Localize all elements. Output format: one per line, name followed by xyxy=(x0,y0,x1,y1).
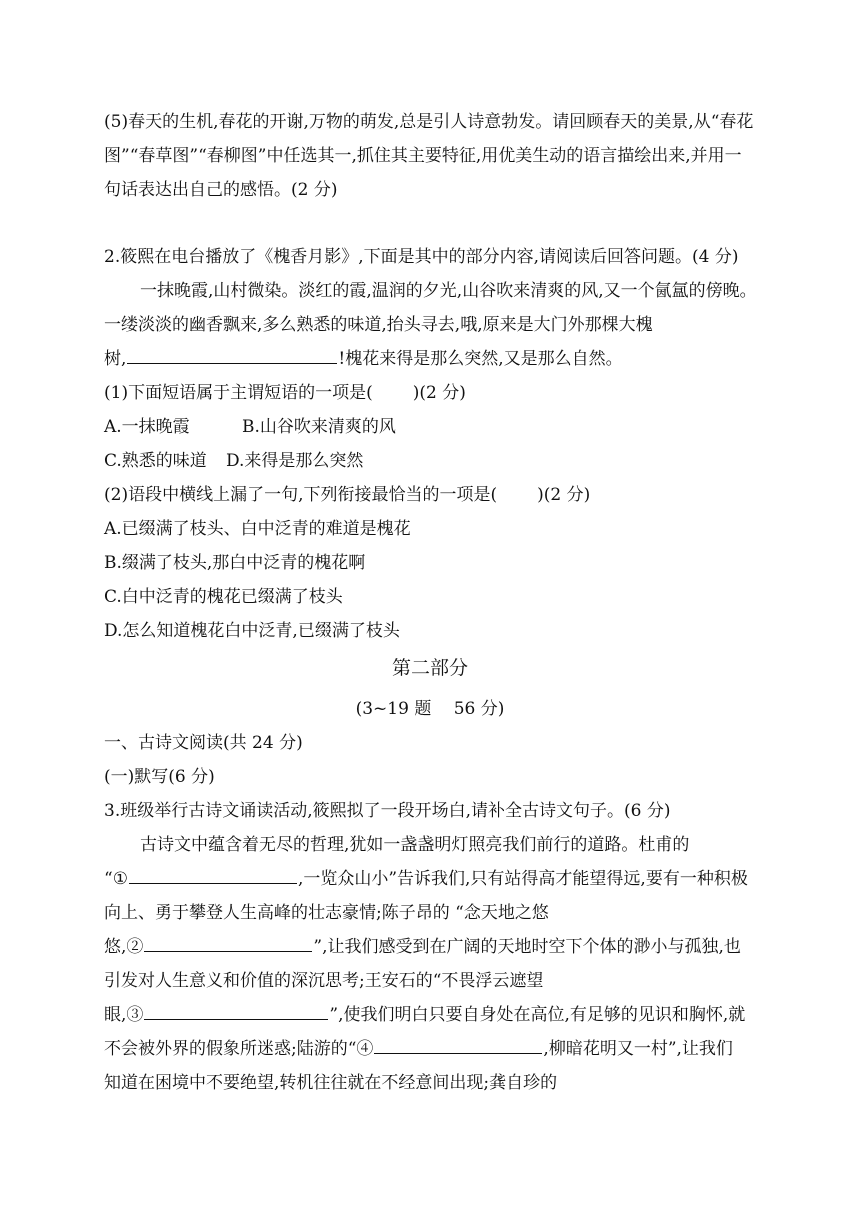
q2-sub2-option-c: C.白中泛青的槐花已缀满了枝头 xyxy=(104,587,343,607)
q2-sub1-options-row2 xyxy=(104,449,764,473)
q2-sub2-option-b: B.缀满了枝头,那白中泛青的槐花啊 xyxy=(104,553,366,573)
option-c: C.熟悉的味道 xyxy=(104,451,207,471)
q3-text: ”,让我们感受到在广阔的天地时空下个体的渺小与孤独,也 xyxy=(313,937,741,957)
q3-line7 xyxy=(104,1037,764,1061)
q1-part5-line3: 句话表达出自己的感悟。(2 分) xyxy=(104,180,338,200)
q3-intro: 3.班级举行古诗文诵读活动,筱熙拟了一段开场白,请补全古诗文句子。(6 分) xyxy=(104,801,671,821)
q3-line3: 向上、勇于攀登人生高峰的壮志豪情;陈子昂的 “念天地之悠 xyxy=(104,903,549,923)
part2-title: 第二部分 xyxy=(391,657,468,679)
q3-line8: 知道在困境中不要绝望,转机往往就在不经意间出现;龚自珍的 xyxy=(104,1073,558,1093)
q3-line6 xyxy=(104,1003,764,1027)
q2-passage-text: 树, xyxy=(104,349,127,369)
q3-line4 xyxy=(104,935,764,959)
q2-sub1-stem xyxy=(104,381,764,405)
q2-passage-line3 xyxy=(104,347,764,371)
q2-passage-line1: 一抹晚霞,山村微染。淡红的霞,温润的夕光,山谷吹来清爽的风,又一个氤氲的傍晚。 xyxy=(140,281,757,301)
q3-line5: 引发对人生意义和价值的深沉思考;王安石的“不畏浮云遮望 xyxy=(104,971,544,991)
q2-passage-text: !槐花来得是那么突然,又是那么自然。 xyxy=(338,349,623,369)
q2-sub1-stem-text: )(2 分) xyxy=(412,383,466,403)
q2-sub1-options-row1 xyxy=(104,415,764,439)
option-b: B.山谷吹来清爽的风 xyxy=(242,417,396,437)
q3-text: ,一览众山小”告诉我们,只有站得高才能望得远,要有一种积极 xyxy=(297,869,748,889)
q3-text: ”,使我们明白只要自身处在高位,有足够的见识和胸怀,就 xyxy=(329,1005,746,1025)
fill-blank-4[interactable] xyxy=(374,1037,542,1054)
q1-part5-line2: 图”“春草图”“春柳图”中任选其一,抓住其主要特征,用优美生动的语言描绘出来,并用一 xyxy=(104,146,742,166)
subsection-heading: (一)默写(6 分) xyxy=(104,767,215,787)
section-heading: 一、古诗文阅读(共 24 分) xyxy=(104,733,303,753)
option-a: A.一抹晚霞 xyxy=(104,417,190,437)
fill-blank-2[interactable] xyxy=(144,935,312,952)
q2-sub2-stem-text: )(2 分) xyxy=(537,485,591,505)
q3-text: 悠,② xyxy=(104,937,144,957)
q3-text: 眼,③ xyxy=(104,1005,144,1025)
q2-sub2-option-d: D.怎么知道槐花白中泛青,已缀满了枝头 xyxy=(104,621,400,641)
q3-line2 xyxy=(104,867,764,891)
q3-text: ,柳暗花明又一村”,让我们 xyxy=(543,1039,733,1059)
q2-intro: 2.筱熙在电台播放了《槐香月影》,下面是其中的部分内容,请阅读后回答问题。(4 分) xyxy=(104,247,739,267)
q2-sub2-stem xyxy=(104,483,764,507)
fill-blank-3[interactable] xyxy=(144,1003,328,1020)
q2-passage-line2: 一缕淡淡的幽香飘来,多么熟悉的味道,抬头寻去,哦,原来是大门外那棵大槐 xyxy=(104,315,653,335)
q1-part5-line1: (5)春天的生机,春花的开谢,万物的萌发,总是引人诗意勃发。请回顾春天的美景,从“春花 xyxy=(104,112,754,132)
q2-sub2-option-a: A.已缀满了枝头、白中泛青的难道是槐花 xyxy=(104,519,411,539)
fill-blank-1[interactable] xyxy=(129,867,297,884)
q2-sub2-stem-text: (2)语段中横线上漏了一句,下列衔接最恰当的一项是( xyxy=(104,485,498,505)
option-d: D.来得是那么突然 xyxy=(226,451,364,471)
q3-text: “① xyxy=(104,869,128,889)
part2-subtitle: (3~19 题 56 分) xyxy=(355,699,505,719)
q3-line1: 古诗文中蕴含着无尽的哲理,犹如一盏盏明灯照亮我们前行的道路。杜甫的 xyxy=(140,835,690,855)
q3-text: 不会被外界的假象所迷惑;陆游的“④ xyxy=(104,1039,374,1059)
q2-fill-blank[interactable] xyxy=(127,347,337,364)
q2-sub1-stem-text: (1)下面短语属于主谓短语的一项是( xyxy=(104,383,373,403)
